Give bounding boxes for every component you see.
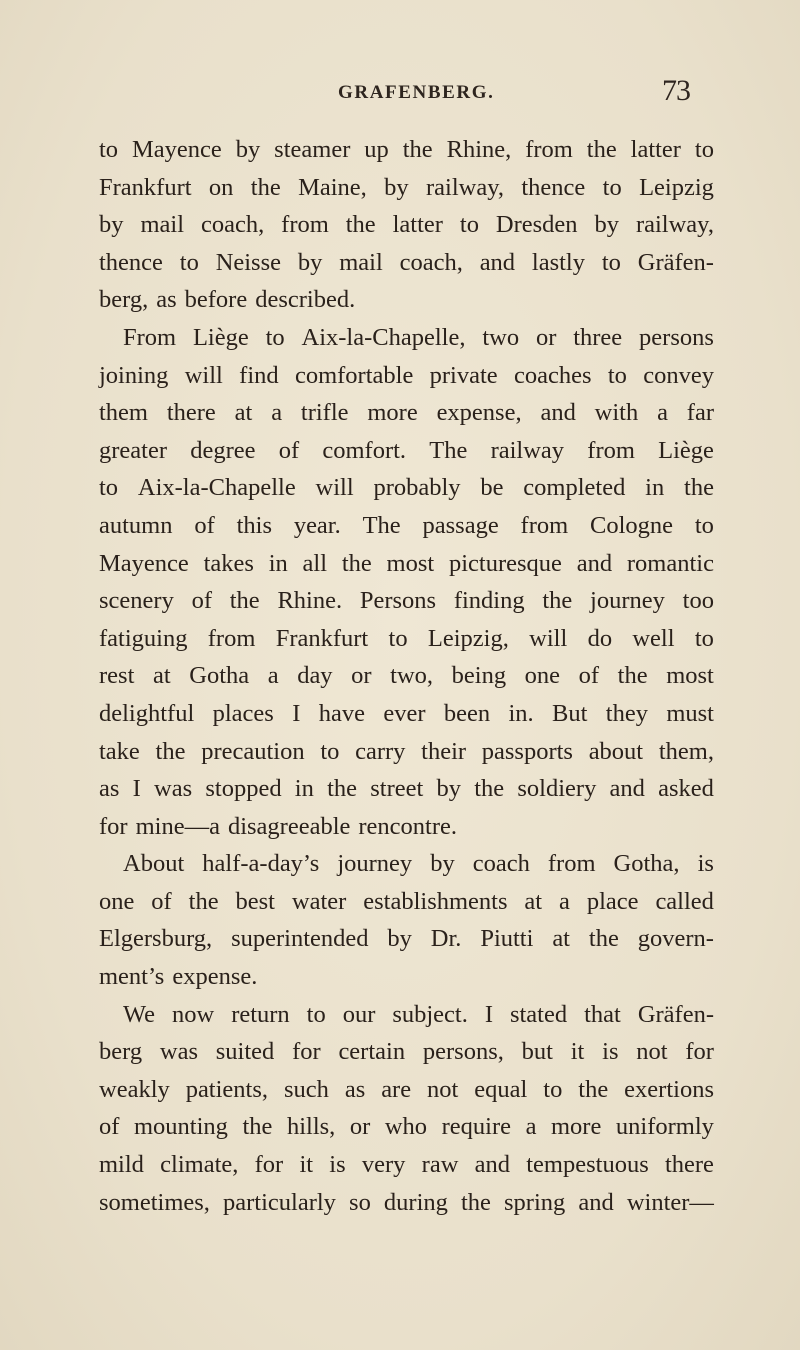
text-line — [99, 620, 714, 658]
word: coach, — [200, 211, 265, 239]
word: greater — [99, 436, 167, 464]
word: with — [594, 399, 639, 427]
word: raw — [421, 1151, 459, 1179]
word: Elgersburg, — [99, 925, 213, 953]
word: fatiguing — [99, 624, 188, 652]
word: Gotha, — [613, 850, 680, 878]
word: that — [584, 1000, 621, 1028]
word: by — [235, 136, 261, 163]
text-line — [99, 920, 714, 958]
text-line — [99, 1033, 714, 1071]
word: at — [552, 925, 570, 953]
word: and — [576, 549, 613, 577]
word: at — [234, 399, 253, 427]
word: be — [480, 474, 504, 502]
word: most — [386, 549, 435, 577]
word: for — [99, 812, 128, 840]
text-line — [99, 1184, 714, 1222]
word: to — [320, 737, 340, 765]
word: Cologne — [589, 511, 674, 539]
text-line — [99, 281, 714, 319]
word: best — [235, 887, 275, 915]
word: the — [542, 587, 573, 615]
word: a — [271, 399, 283, 427]
word: was — [159, 1038, 198, 1066]
word: to — [694, 511, 714, 539]
word: Aix-la-Chapelle — [137, 474, 296, 502]
word: of — [191, 587, 212, 615]
word: persons, — [422, 1038, 504, 1066]
word: far — [686, 399, 714, 427]
word: as — [156, 286, 177, 314]
word: half-a-day’s — [202, 850, 320, 878]
word: scenery — [99, 587, 174, 615]
word: to — [543, 1075, 563, 1103]
word: latter — [630, 136, 681, 163]
word: journey — [337, 850, 413, 878]
word: find — [239, 361, 279, 389]
word: asked — [658, 775, 714, 803]
word: to — [179, 248, 199, 276]
word: steamer — [274, 136, 351, 163]
word: is — [329, 1151, 346, 1179]
word: the — [578, 1075, 609, 1103]
word: who — [384, 1113, 428, 1141]
word: passage — [422, 511, 499, 539]
word: by — [384, 173, 409, 201]
word: their — [421, 737, 467, 765]
text-line — [99, 507, 714, 545]
word: berg, — [99, 286, 149, 314]
word: expense. — [172, 963, 258, 991]
word: to — [459, 211, 479, 239]
word: degree — [190, 436, 256, 464]
word: berg — [99, 1038, 143, 1066]
word: water — [291, 887, 347, 915]
word: expense, — [436, 399, 522, 427]
word: mail — [339, 248, 383, 276]
word: too — [682, 587, 714, 615]
word: to — [99, 474, 119, 502]
word: Gotha — [189, 662, 250, 690]
word: to — [694, 624, 714, 652]
word: We — [123, 1000, 156, 1028]
text-line — [99, 733, 714, 771]
word: mounting — [133, 1113, 228, 1141]
word: the — [474, 775, 505, 803]
word: railway — [490, 436, 565, 464]
text-line — [99, 131, 714, 169]
word: in — [645, 474, 665, 502]
word: in. — [508, 699, 534, 727]
word: completed — [523, 474, 626, 502]
word: Piutti — [480, 925, 534, 953]
word: it — [299, 1151, 314, 1179]
word: was — [154, 775, 193, 803]
word: in — [294, 775, 314, 803]
word: patients, — [185, 1075, 269, 1103]
word: a — [267, 662, 279, 690]
word: passports — [481, 737, 573, 765]
word: joining — [99, 361, 169, 389]
word: mine—a — [135, 812, 220, 840]
word: a — [559, 887, 570, 915]
word: I — [132, 775, 141, 803]
word: romantic — [626, 549, 714, 577]
word: it — [570, 1038, 585, 1066]
word: are — [381, 1075, 412, 1103]
word: the — [188, 887, 219, 915]
word: tempestuous — [526, 1151, 649, 1179]
word: they — [605, 699, 648, 727]
word: so — [349, 1188, 371, 1216]
word: by — [594, 211, 620, 239]
word: thence — [521, 173, 586, 201]
word: suited — [215, 1038, 275, 1066]
word: or — [349, 1113, 371, 1141]
word: the — [327, 775, 358, 803]
word: three — [573, 323, 623, 351]
word: mild — [99, 1151, 144, 1179]
running-title: GRAFENBERG. — [338, 82, 495, 103]
word: from — [520, 511, 569, 539]
word: the — [460, 1188, 491, 1216]
word: spring — [504, 1188, 566, 1216]
word: not — [636, 1038, 668, 1066]
word: by — [430, 850, 455, 878]
word: From — [123, 323, 177, 351]
word: one — [524, 662, 561, 690]
word: stopped — [205, 775, 282, 803]
word: govern- — [637, 925, 714, 953]
word: coach — [472, 850, 530, 878]
word: the — [155, 737, 186, 765]
word: will — [529, 624, 568, 652]
text-line — [99, 695, 714, 733]
word: year. — [293, 511, 341, 539]
word: rencontre. — [358, 812, 458, 840]
word: Liège — [192, 323, 249, 351]
word: to — [99, 136, 119, 163]
word: the — [588, 925, 619, 953]
word: Liège — [658, 436, 714, 464]
word: finding — [453, 587, 525, 615]
word: comfort. — [322, 436, 407, 464]
word: climate, — [160, 1151, 239, 1179]
word: of — [578, 662, 600, 690]
word: do — [587, 624, 613, 652]
word: now — [172, 1000, 215, 1028]
word: ever — [383, 699, 426, 727]
word: from — [207, 624, 256, 652]
word: all — [302, 549, 328, 577]
word: the — [586, 136, 617, 163]
word: The — [429, 436, 468, 464]
word: to — [306, 1000, 326, 1028]
word: particularly — [223, 1188, 336, 1216]
word: is — [697, 850, 714, 878]
word: most — [666, 662, 714, 690]
word: Gräfen- — [637, 248, 714, 276]
word: latter — [392, 211, 443, 239]
word: take — [99, 737, 140, 765]
word: up — [364, 136, 389, 163]
word: to — [694, 136, 714, 163]
word: the — [250, 173, 281, 201]
text-line — [99, 1108, 714, 1146]
word: by — [297, 248, 323, 276]
word: journey — [590, 587, 665, 615]
text-line — [99, 845, 714, 883]
word: mail — [140, 211, 184, 239]
word: before — [184, 286, 248, 314]
word: as — [99, 775, 120, 803]
word: and — [474, 1151, 510, 1179]
word: will — [315, 474, 354, 502]
word: the — [242, 1113, 273, 1141]
word: subject. — [392, 1000, 468, 1028]
word: there — [166, 399, 216, 427]
word: Mayence — [99, 549, 189, 577]
text-line — [99, 770, 714, 808]
word: them — [99, 399, 148, 427]
word: have — [318, 699, 365, 727]
word: and — [609, 775, 645, 803]
word: Mayence — [132, 136, 222, 163]
word: at — [152, 662, 171, 690]
word: but — [521, 1038, 553, 1066]
word: about — [588, 737, 644, 765]
word: such — [283, 1075, 329, 1103]
word: Frankfurt — [275, 624, 369, 652]
word: superintended — [231, 925, 369, 953]
text-line — [99, 958, 714, 996]
word: this — [236, 511, 272, 539]
word: and — [578, 1188, 614, 1216]
word: of — [151, 887, 172, 915]
word: Rhine, — [446, 136, 512, 163]
word: Leipzig, — [427, 624, 509, 652]
word: and — [540, 399, 576, 427]
word: trifle — [300, 399, 349, 427]
word: persons — [639, 323, 714, 351]
word: more — [551, 1113, 602, 1141]
word: return — [231, 1000, 290, 1028]
word: been — [443, 699, 491, 727]
word: and — [479, 248, 516, 276]
word: places — [212, 699, 274, 727]
word: carry — [355, 737, 406, 765]
word: the — [402, 136, 433, 163]
word: on — [208, 173, 234, 201]
word: thence — [99, 248, 163, 276]
word: autumn — [99, 511, 173, 539]
word: there — [664, 1151, 714, 1179]
word: railway, — [635, 211, 714, 239]
word: described. — [255, 286, 356, 314]
word: precaution — [201, 737, 305, 765]
word: winter— — [626, 1188, 714, 1216]
word: well — [632, 624, 675, 652]
word: for — [254, 1151, 284, 1179]
word: during — [383, 1188, 448, 1216]
word: Frankfurt — [99, 173, 192, 201]
word: from — [587, 436, 635, 464]
word: from — [281, 211, 329, 239]
word: being — [451, 662, 507, 690]
text-line — [99, 244, 714, 282]
text-line — [99, 1071, 714, 1109]
word: disagreeable — [227, 812, 351, 840]
word: About — [123, 850, 185, 878]
word: to — [601, 248, 621, 276]
word: comfortable — [294, 361, 414, 389]
word: The — [362, 511, 401, 539]
word: Rhine. — [277, 587, 343, 615]
word: certain — [338, 1038, 406, 1066]
text-line — [99, 394, 714, 432]
word: the — [684, 474, 714, 502]
word: Leipzig — [639, 173, 714, 201]
word: private — [429, 361, 498, 389]
word: not — [427, 1075, 459, 1103]
word: stated — [509, 1000, 568, 1028]
word: of — [194, 511, 215, 539]
word: weakly — [99, 1075, 170, 1103]
word: a — [657, 399, 668, 427]
word: must — [666, 699, 714, 727]
word: them, — [658, 737, 714, 765]
word: two, — [390, 662, 434, 690]
text-line — [99, 582, 714, 620]
word: But — [552, 699, 588, 727]
word: our — [342, 1000, 376, 1028]
word: street — [370, 775, 424, 803]
text-line — [99, 469, 714, 507]
text-line — [99, 206, 714, 244]
text-line — [99, 996, 714, 1034]
word: by — [436, 775, 462, 803]
word: called — [655, 887, 714, 915]
word: probably — [373, 474, 461, 502]
word: the — [617, 662, 648, 690]
word: as — [344, 1075, 366, 1103]
word: Maine, — [298, 173, 367, 201]
word: Dr. — [430, 925, 462, 953]
word: uniformly — [615, 1113, 714, 1141]
word: sometimes, — [99, 1188, 210, 1216]
word: takes — [203, 549, 254, 577]
word: I — [484, 1000, 493, 1028]
word: for — [292, 1038, 321, 1066]
word: coach, — [399, 248, 463, 276]
word: for — [685, 1038, 714, 1066]
word: hills, — [286, 1113, 336, 1141]
word: Aix-la-Chapelle, — [301, 323, 466, 351]
word: railway, — [426, 173, 504, 201]
word: I — [292, 699, 301, 727]
word: in — [268, 549, 288, 577]
text-line — [99, 169, 714, 207]
word: require — [441, 1113, 511, 1141]
word: lastly — [531, 248, 585, 276]
word: delightful — [99, 699, 195, 727]
word: a — [525, 1113, 537, 1141]
word: exertions — [624, 1075, 714, 1103]
word: day — [297, 662, 333, 690]
running-head — [0, 74, 800, 114]
word: the — [229, 587, 260, 615]
word: of — [99, 1113, 120, 1141]
word: rest — [99, 662, 135, 690]
word: Gräfen- — [637, 1000, 714, 1028]
word: to — [607, 361, 627, 389]
word: by — [387, 925, 412, 953]
word: very — [361, 1151, 406, 1179]
word: coaches — [513, 361, 592, 389]
word: more — [367, 399, 418, 427]
word: place — [586, 887, 639, 915]
text-line — [99, 357, 714, 395]
word: the — [345, 211, 376, 239]
word: Neisse — [215, 248, 282, 276]
word: Persons — [359, 587, 437, 615]
page-number: 73 — [662, 74, 690, 107]
word: from — [547, 850, 596, 878]
word: at — [524, 887, 543, 915]
word: by — [99, 211, 124, 239]
word: to — [265, 323, 285, 351]
word: equal — [474, 1075, 528, 1103]
word: to — [602, 173, 622, 201]
word: ment’s — [99, 963, 165, 991]
text-line — [99, 319, 714, 357]
word: or — [535, 323, 557, 351]
text-line — [99, 657, 714, 695]
body-text — [99, 131, 714, 1221]
word: picturesque — [448, 549, 562, 577]
word: to — [388, 624, 408, 652]
word: two — [482, 323, 520, 351]
word: is — [602, 1038, 619, 1066]
text-line — [99, 1146, 714, 1184]
word: from — [525, 136, 573, 163]
word: one — [99, 887, 135, 915]
text-line — [99, 545, 714, 583]
text-line — [99, 808, 714, 846]
text-line — [99, 432, 714, 470]
word: soldiery — [517, 775, 597, 803]
word: or — [351, 662, 372, 690]
word: establishments — [363, 887, 508, 915]
text-line — [99, 883, 714, 921]
word: the — [341, 549, 372, 577]
word: convey — [643, 361, 714, 389]
word: will — [184, 361, 223, 389]
word: of — [278, 436, 300, 464]
word: Dresden — [495, 211, 578, 239]
